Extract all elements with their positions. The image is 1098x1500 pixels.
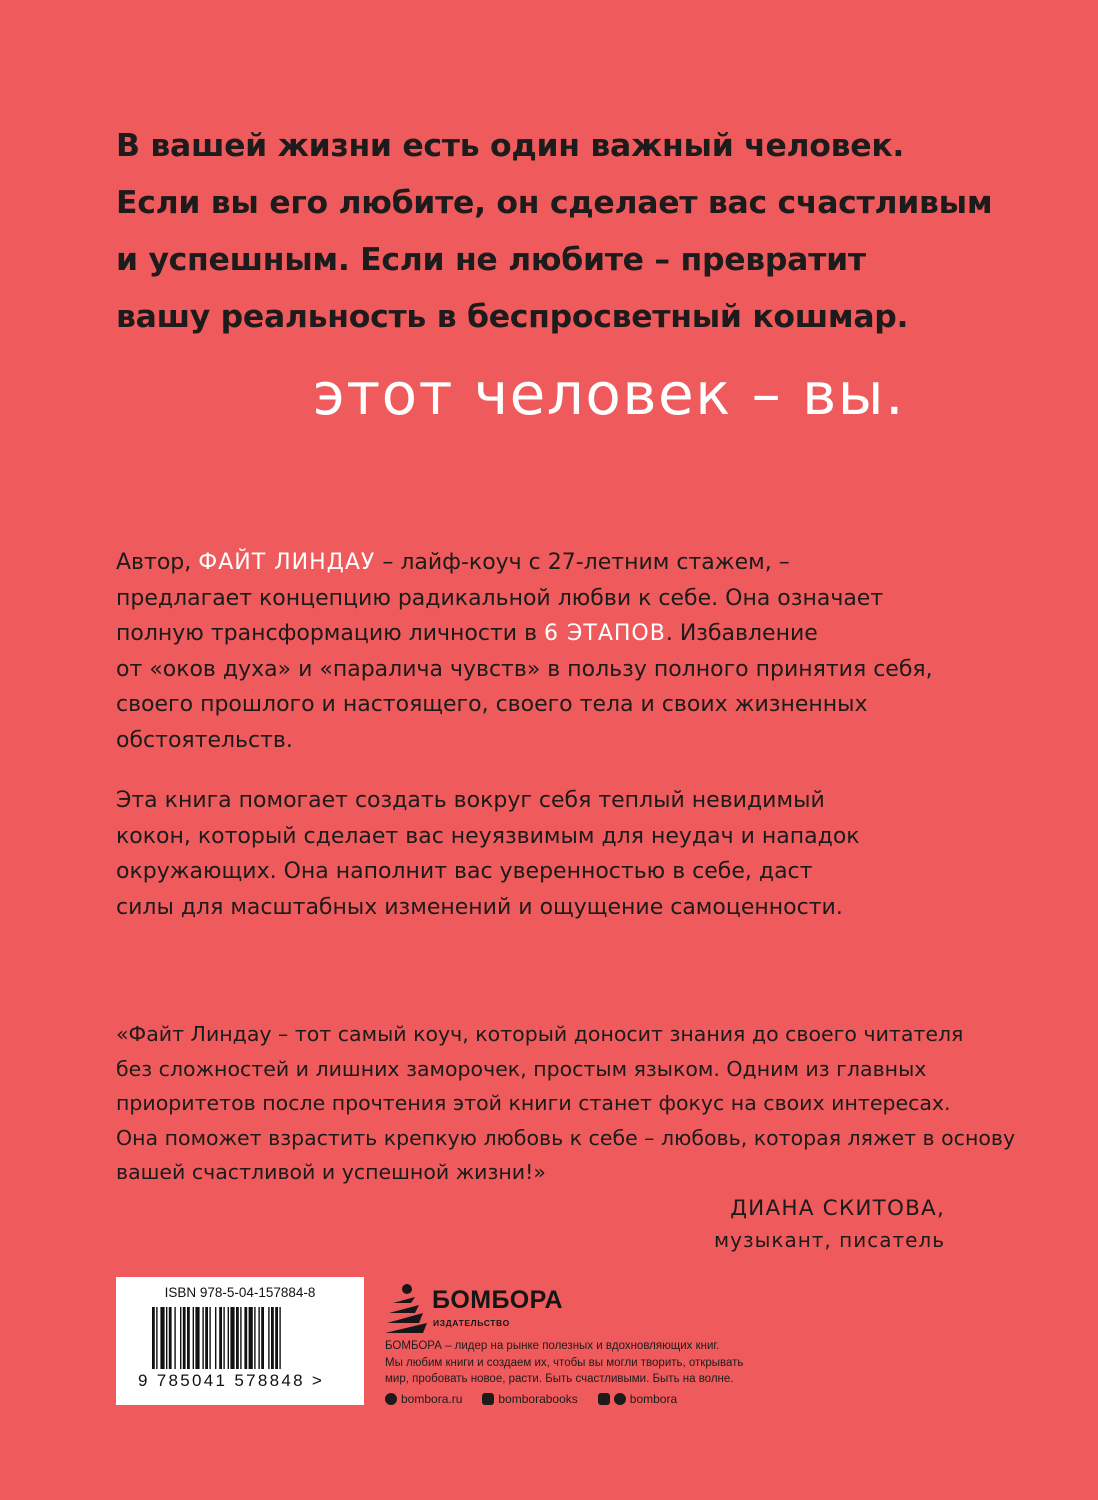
barcode-number: 9 785041 578848 > <box>138 1371 325 1390</box>
publisher-name: БОМБОРА <box>432 1286 563 1314</box>
barcode-icon <box>152 1307 332 1373</box>
quote-line: «Файт Линдау – тот самый коуч, который доносит знания до своего читателя <box>116 1022 964 1046</box>
social-other[interactable] <box>598 1392 677 1406</box>
social-site[interactable] <box>385 1392 462 1406</box>
publisher-line: мир, пробовать новое, расти. Быть счастливыми. Быть на волне. <box>385 1373 734 1385</box>
youtube-icon <box>598 1393 610 1405</box>
para-text: полную трансформацию личности в <box>116 621 545 646</box>
publisher-line: Мы любим книги и создаем их, чтобы вы могли творить, открывать <box>385 1356 744 1369</box>
description-paragraph-1 <box>116 545 976 758</box>
lead-line: В вашей жизни есть один важный человек. <box>116 128 905 164</box>
stages-highlight: 6 ЭТАПОВ <box>544 621 666 646</box>
quote-line: приоритетов после прочтения этой книги станет фокус на своих интересах. <box>116 1091 951 1115</box>
quote-author: ДИАНА СКИТОВА, <box>730 1196 945 1221</box>
para-line: силы для масштабных изменений и ощущение самоценности. <box>116 894 843 920</box>
para-line <box>116 616 976 652</box>
social-vk[interactable] <box>482 1392 577 1406</box>
para-line: своего прошлого и настоящего, своего тела и своих жизненных <box>116 692 868 717</box>
bombora-logo-icon <box>385 1283 429 1335</box>
testimonial-quote <box>116 1017 1016 1190</box>
para-line <box>116 545 976 581</box>
globe-icon <box>385 1393 397 1405</box>
quote-line: Она поможет взрастить крепкую любовь к себе – любовь, которая ляжет в основу <box>116 1125 1016 1150</box>
publisher-line: БОМБОРА – лидер на рынке полезных и вдохновляющих книг. <box>385 1340 720 1352</box>
para-line: обстоятельств. <box>116 727 293 753</box>
para-text: Автор, <box>116 550 199 575</box>
publisher-subtitle: ИЗДАТЕЛЬСТВО <box>433 1318 510 1328</box>
para-text: – лайф-коуч с 27-летним стажем, – <box>375 550 790 575</box>
social-other-label: bombora <box>629 1392 678 1406</box>
para-line: Эта книга помогает создать вокруг себя теплый невидимый <box>116 788 825 813</box>
description-paragraph-2 <box>116 783 976 925</box>
para-line: кокон, который сделает вас неуязвимым для неудач и нападок <box>116 823 860 849</box>
para-line: окружающих. Она наполнит вас уверенностью в себе, даст <box>116 859 813 884</box>
para-line: от «оков духа» и «паралича чувств» в пользу полного принятия себя, <box>116 656 933 682</box>
quote-line: без сложностей и лишних заморочек, простым языком. Одним из главных <box>116 1056 927 1081</box>
lead-line: вашу реальность в беспросветный кошмар. <box>116 299 909 335</box>
social-vk-label: bomborabooks <box>498 1392 578 1406</box>
social-site-label: bombora.ru <box>401 1392 463 1406</box>
telegram-icon <box>614 1393 626 1405</box>
lead-line: и успешным. Если не любите – превратит <box>116 242 866 278</box>
lead-text <box>116 118 1016 346</box>
vk-icon <box>482 1393 494 1405</box>
tagline: этот человек – вы. <box>313 360 906 428</box>
barcode-panel <box>116 1277 364 1405</box>
social-links <box>385 1392 677 1406</box>
publisher-description <box>385 1338 825 1388</box>
para-text: . Избавление <box>665 621 818 646</box>
quote-line: вашей счастливой и успешной жизни!» <box>116 1160 546 1184</box>
lead-line: Если вы его любите, он сделает вас счастливым <box>116 185 993 221</box>
isbn-label: ISBN 978-5-04-157884-8 <box>164 1285 316 1300</box>
author-name: ФАЙТ ЛИНДАУ <box>198 550 376 575</box>
quote-author-role: музыкант, писатель <box>714 1228 945 1252</box>
para-line: предлагает концепцию радикальной любви к себе. Она означает <box>116 585 884 611</box>
